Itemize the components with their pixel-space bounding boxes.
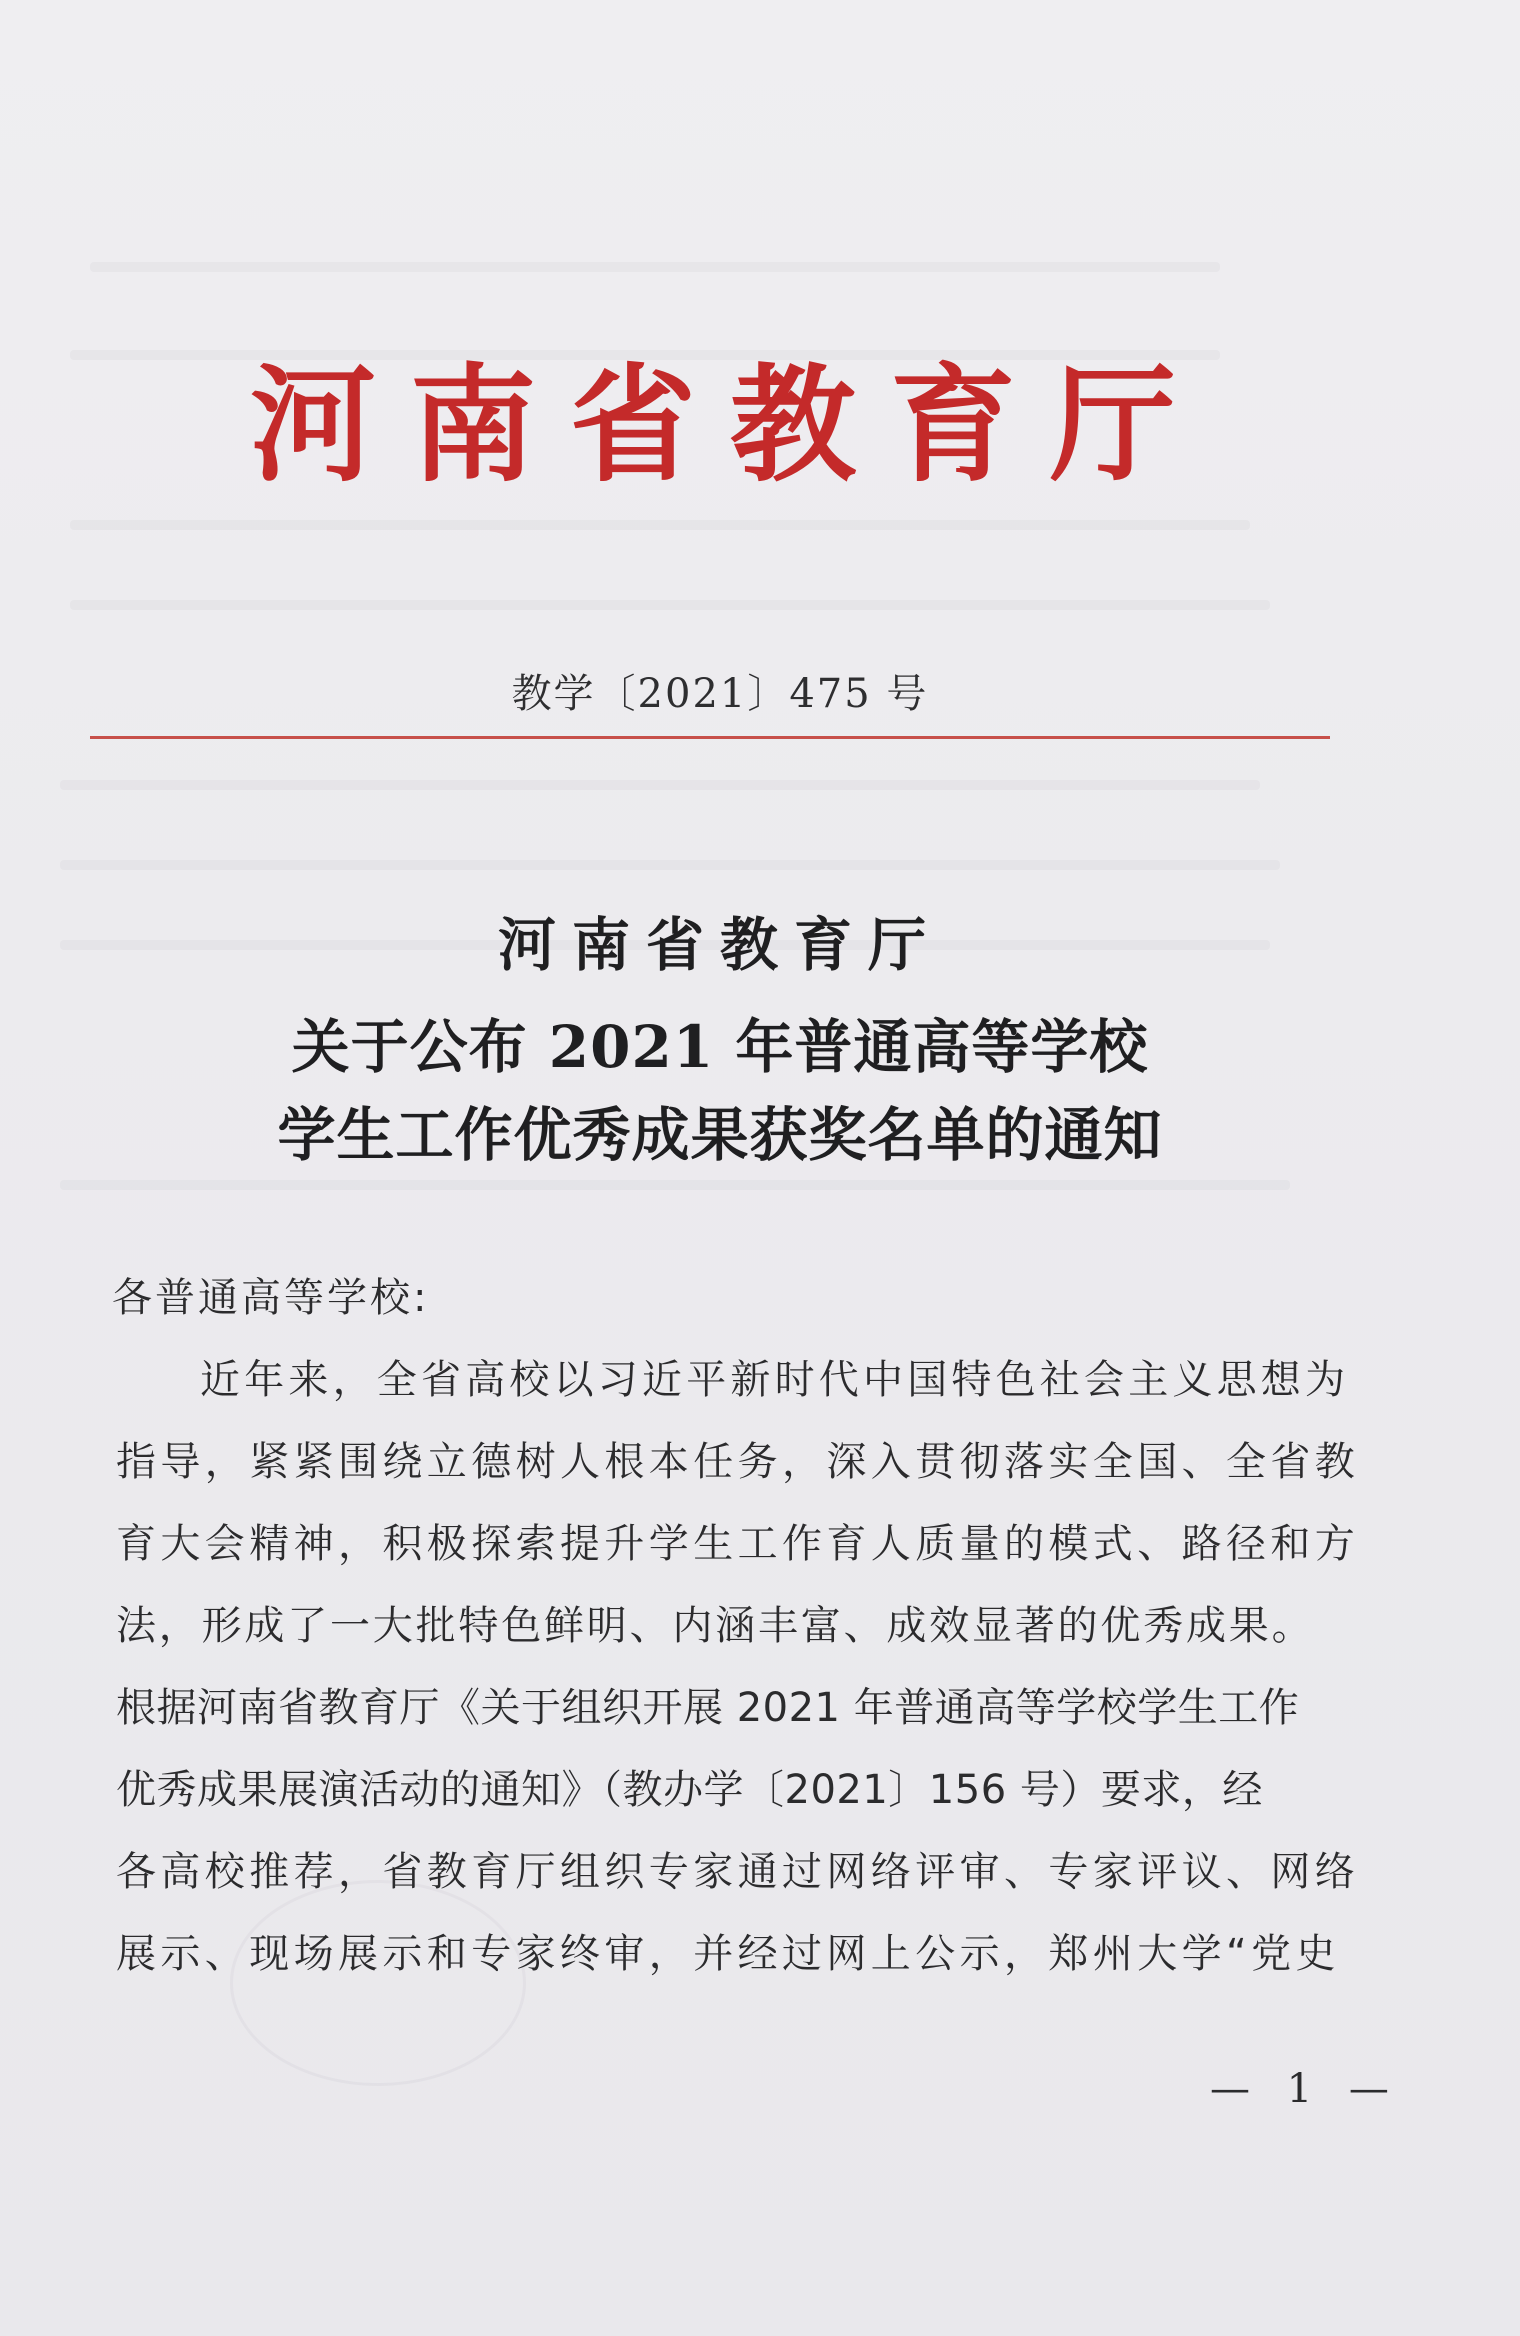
show-through-seal xyxy=(230,1880,526,2086)
document-number: 教学〔2021〕475 号 xyxy=(511,671,929,717)
show-through-line xyxy=(70,600,1270,610)
red-divider-rule xyxy=(90,736,1330,739)
show-through-line xyxy=(90,262,1220,272)
masthead-title: 河南省教育厅 xyxy=(250,351,1210,499)
show-through-line xyxy=(60,860,1280,870)
body-line: 育大会精神，积极探索提升学生工作育人质量的模式、路径和方 xyxy=(116,1521,1360,1567)
notice-title-line-2: 关于公布 2021 年普通高等学校 xyxy=(291,1013,1149,1081)
body-line: 近年来，全省高校以习近平新时代中国特色社会主义思想为 xyxy=(200,1357,1350,1403)
notice-title-line-1: 河南省教育厅 xyxy=(497,911,942,979)
show-through-line xyxy=(70,520,1250,530)
body-line: 各高校推荐，省教育厅组织专家通过网络评审、专家评议、网络 xyxy=(116,1849,1360,1895)
body-line: 优秀成果展演活动的通知》（教办学〔2021〕156 号）要求，经 xyxy=(116,1767,1263,1813)
show-through-line xyxy=(60,780,1260,790)
body-line: 法，形成了一大批特色鲜明、内涵丰富、成效显著的优秀成果。 xyxy=(116,1603,1315,1649)
body-line: 根据河南省教育厅《关于组织开展 2021 年普通高等学校学生工作 xyxy=(116,1685,1300,1731)
notice-title-line-3: 学生工作优秀成果获奖名单的通知 xyxy=(277,1101,1163,1169)
salutation: 各普通高等学校: xyxy=(112,1275,430,1321)
show-through-line xyxy=(60,1180,1290,1190)
body-line: 展示、现场展示和专家终审，并经过网上公示，郑州大学“党史 xyxy=(116,1931,1340,1977)
page-number: — 1 — xyxy=(1210,2066,1401,2112)
body-line: 指导，紧紧围绕立德树人根本任务，深入贯彻落实全国、全省教 xyxy=(116,1439,1360,1485)
